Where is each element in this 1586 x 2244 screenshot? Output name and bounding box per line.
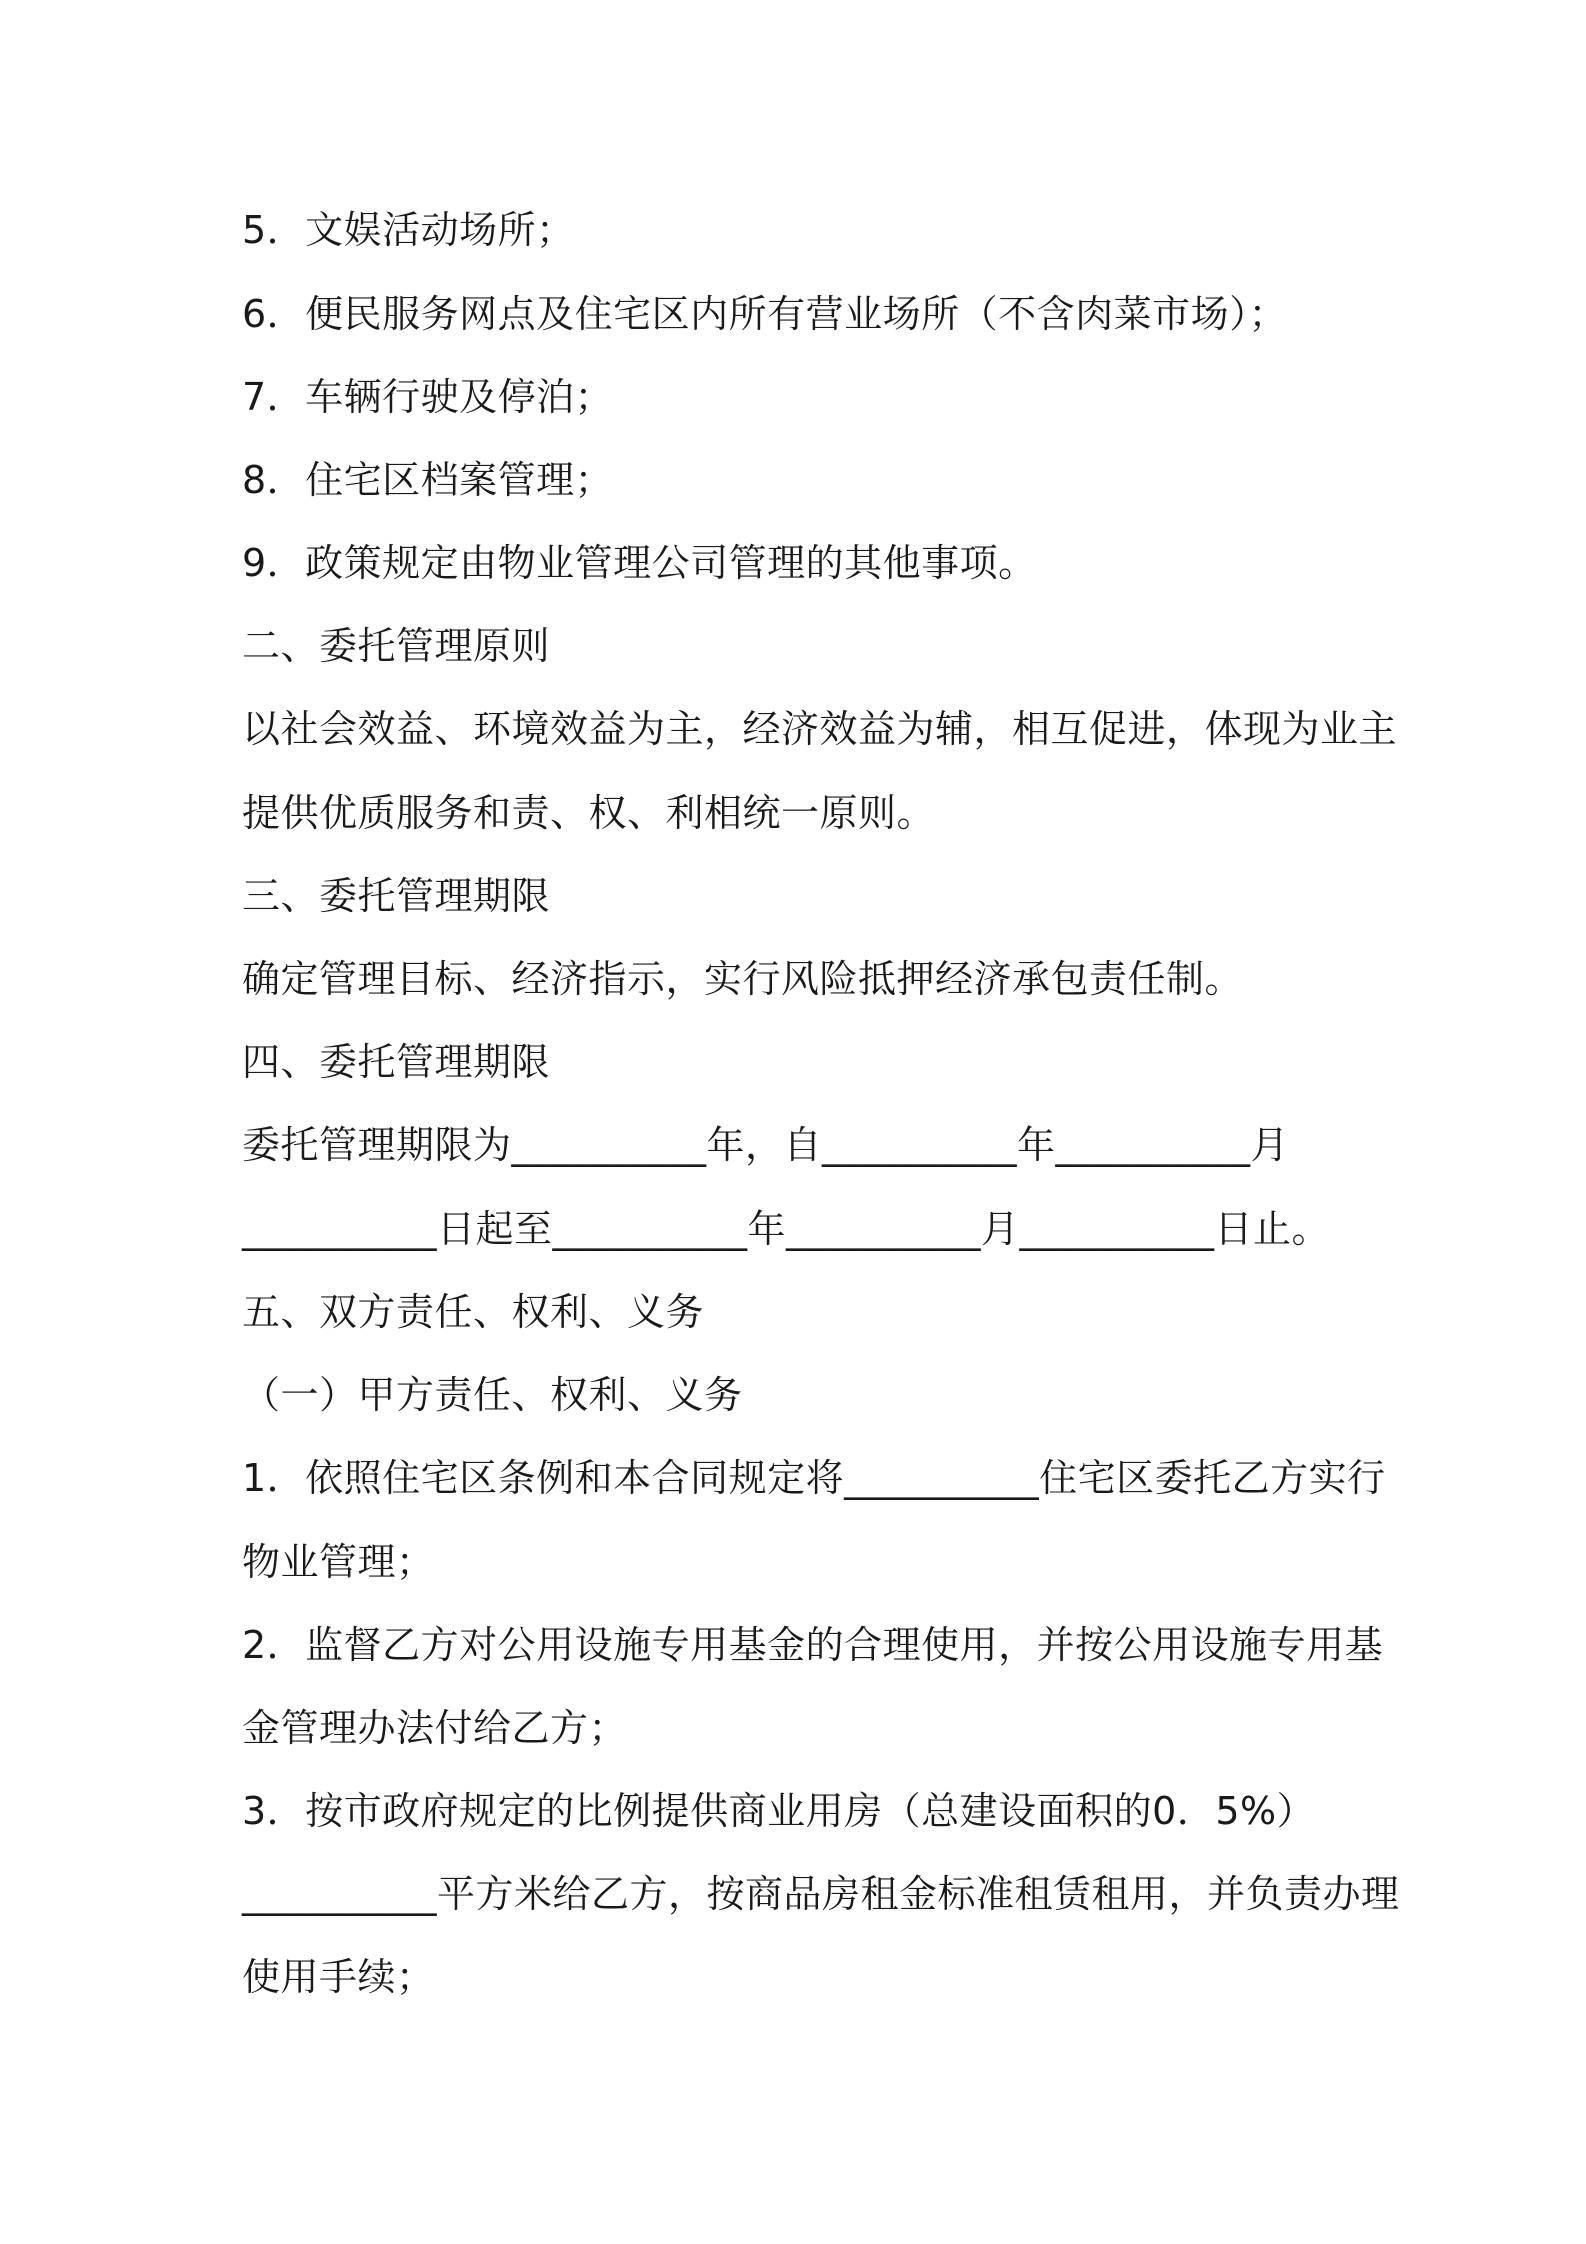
paragraph-line: 金管理办法付给乙方；	[242, 1706, 628, 1750]
paragraph-line: 提供优质服务和责、权、利相统一原则。	[242, 791, 936, 835]
list-item-9: 9．政策规定由物业管理公司管理的其他事项。	[242, 541, 1037, 585]
section-heading-5: 五、双方责任、权利、义务	[242, 1290, 705, 1334]
list-item-7: 7．车辆行驶及停泊；	[242, 375, 614, 419]
paragraph-line: 物业管理；	[242, 1540, 435, 1584]
paragraph-line: __________平方米给乙方，按商品房租金标准租赁租用，并负责办理	[242, 1872, 1400, 1916]
list-item-2: 2．监督乙方对公用设施专用基金的合理使用，并按公用设施专用基	[242, 1623, 1384, 1667]
paragraph-line: __________日起至__________年__________月__________日止。	[242, 1207, 1331, 1251]
paragraph-line: 委托管理期限为__________年，自__________年__________月	[242, 1123, 1290, 1167]
section-heading-4: 四、委托管理期限	[242, 1040, 551, 1084]
list-item-6: 6．便民服务网点及住宅区内所有营业场所（不含肉菜市场）；	[242, 292, 1288, 336]
section-heading-2: 二、委托管理原则	[242, 624, 551, 668]
list-item-3: 3．按市政府规定的比例提供商业用房（总建设面积的0．5%）	[242, 1789, 1316, 1833]
paragraph-line: 以社会效益、环境效益为主，经济效益为辅，相互促进，体现为业主	[242, 707, 1398, 751]
list-item-1: 1．依照住宅区条例和本合同规定将__________住宅区委托乙方实行	[242, 1456, 1386, 1500]
subsection-heading: （一）甲方责任、权利、义务	[242, 1373, 743, 1417]
list-item-5: 5．文娱活动场所；	[242, 208, 575, 252]
section-heading-3: 三、委托管理期限	[242, 874, 551, 918]
paragraph-line: 确定管理目标、经济指示，实行风险抵押经济承包责任制。	[242, 957, 1244, 1001]
paragraph-line: 使用手续；	[242, 1955, 435, 1999]
list-item-8: 8．住宅区档案管理；	[242, 458, 614, 502]
